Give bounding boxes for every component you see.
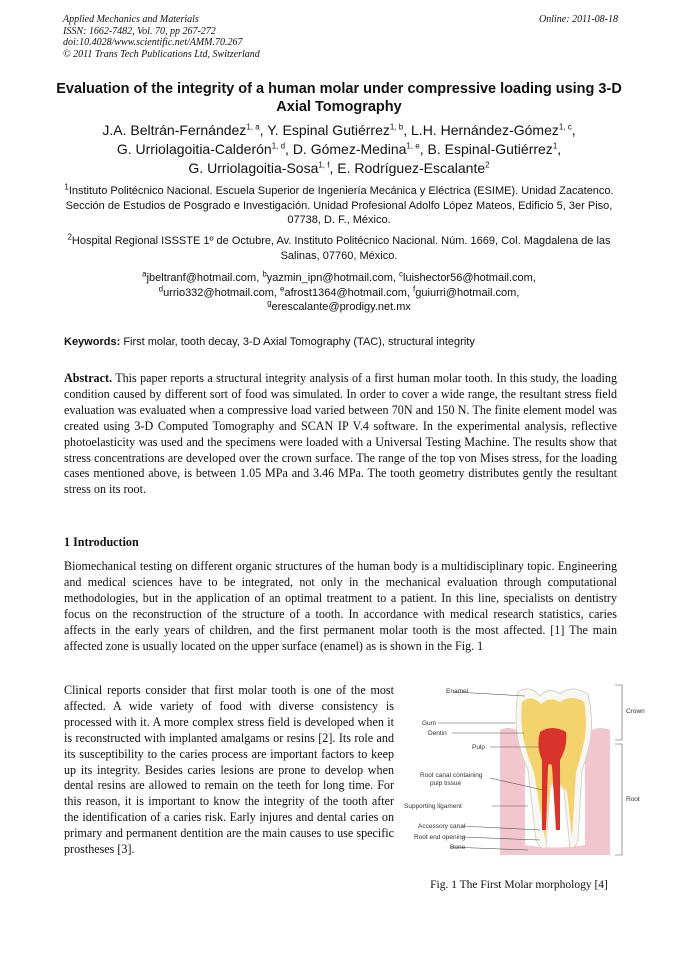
label-pulp: Pulp bbox=[472, 744, 486, 751]
label-crown: Crown bbox=[626, 708, 645, 715]
email[interactable]: jbeltranf@hotmail.com bbox=[146, 272, 257, 284]
journal-header bbox=[63, 14, 618, 60]
author-list: J.A. Beltrán-Fernández$^{1, a}$, Y. Espinal Gutiérrez$^{1, b}$, L.H. Hernández-Gómez$^{1, c}$, G. Urriolagoitia-Calderón$^{1, d}$, D. Gómez-Medina$^{1, e}$, B. Espinal-Gutiérrez$^1$, G. Urriolagoitia-Sosa$^{1, f}$, E. Rodríguez-Escalante$^2$ bbox=[102, 122, 576, 176]
intro-paragraph-2: Clinical reports consider that first molar tooth is one of the most affected. A wide variety of food with diverse consistency is processed with it. A more complex stress field is developed when it is reconstructed with implanted amalgams or resins [2]. Its role and its susceptibility to the caries process are important factors to keep up its integrity. Besides caries lesions are prone to develop when dental resins are allowed to remain on the teeth for long time. For this reason, it is important to know the integrity of the tooth after the identification of a caries risk. Early injures and dental caries on primary and permanent dentition are the main causes to use specific prostheses [3]. bbox=[64, 683, 394, 857]
email[interactable]: urrio332@hotmail.com bbox=[163, 286, 274, 299]
label-ligament: Supporting ligament bbox=[404, 803, 462, 810]
keywords bbox=[64, 336, 619, 348]
paper-title: Evaluation of the integrity of a human molar under compressive loading using 3-D Axial Tomography bbox=[56, 81, 622, 115]
keywords-text: First molar, tooth decay, 3-D Axial Tomography (TAC), structural integrity bbox=[123, 336, 475, 348]
figure-caption: Fig. 1 The First Molar morphology [4] bbox=[430, 879, 608, 891]
label-dentin: Dentin bbox=[428, 730, 447, 737]
journal-name: Applied Mechanics and Materials bbox=[63, 14, 199, 25]
molar-diagram bbox=[400, 680, 650, 860]
affiliation-1: $^1$Instituto Politécnico Nacional. Escuela Superior de Ingeniería Mecánica y Eléctrica (ESIME). Unidad Zacatenco. Sección de Estudios de Posgrado e Investigación. Unidad Profesional Adolfo López Mateos, Edificio 5, 3er Piso, 07738, D. F., México. bbox=[64, 182, 614, 226]
label-gum: Gum bbox=[422, 720, 437, 727]
email[interactable]: guiurri@hotmail.com bbox=[415, 286, 517, 299]
author: L.H. Hernández-Gómez$^{1, c}$ bbox=[411, 122, 572, 138]
email[interactable]: afrost1364@hotmail.com bbox=[284, 286, 407, 299]
label-root: Root bbox=[626, 796, 640, 803]
abstract-text: This paper reports a structural integrity analysis of a first human molar tooth. In this study, the loading condition caused by different sort of food was simulated. In order to cover a wide range, the resultant stress field evaluation was evaluated when a compressive load varied between 70N and 150 N. The finite element model was created using 3-D Computed Tomography and SCAN IP V.4 software. In the experimental analysis, reflective photoelasticity was used and the specimens were loaded with a Universal Testing Machine. The results show that stress concentrations are developed over the crown surface. The range of the top von Mises stress, for the loading cases mentioned above, is between 1.05 MPa and 3.46 MPa. The tooth geometry distributes gently the resultant stress on its root. bbox=[64, 371, 617, 497]
label-enamel: Enamel bbox=[446, 688, 469, 695]
author: Y. Espinal Gutiérrez$^{1, b}$ bbox=[267, 122, 404, 138]
abstract bbox=[64, 371, 617, 498]
author: G. Urriolagoitia-Calderón$^{1, d}$ bbox=[116, 141, 286, 157]
intro-paragraph-1: Biomechanical testing on different organic structures of the human body is a multidisciplinary topic. Engineering and medical sciences have to be integrated, not only in the mechanical evaluation through computational methodologies, but in the application of an optimal treatment to a patient. In this line, specialists on dentistry focus on the reconstruction of the structure of a tooth. In accordance with medical research statistics, caries affects in the early years of children, and the first permanent molar tooth is the most affected. [1] The main affected zone is usually located on the upper surface (enamel) as is shown in the Fig. 1 bbox=[64, 559, 617, 653]
author: G. Urriolagoitia-Sosa$^{1, f}$ bbox=[188, 160, 330, 176]
email[interactable]: erescalante@prodigy.net.mx bbox=[271, 301, 411, 313]
email[interactable]: luishector56@hotmail.com bbox=[403, 272, 533, 284]
label-pulp-tissue: pulp tissue bbox=[430, 780, 462, 787]
journal-copyright: © 2011 Trans Tech Publications Ltd, Switzerland bbox=[63, 48, 260, 60]
label-accessory-canal: Accessory canal bbox=[418, 823, 466, 830]
label-root-end: Root end opening bbox=[414, 834, 466, 841]
label-bone: Bone bbox=[450, 844, 466, 851]
author: D. Gómez-Medina$^{1, e}$ bbox=[292, 141, 420, 157]
author: J.A. Beltrán-Fernández$^{1, a}$ bbox=[102, 122, 260, 138]
affiliation-2: $^2$Hospital Regional ISSSTE 1º de Octubre, Av. Instituto Politécnico Nacional. Núm. 1669, Col. Magdalena de las Salinas, 07760, México. bbox=[67, 232, 611, 262]
keywords-label: Keywords: bbox=[64, 336, 121, 348]
journal-doi: doi:10.4028/www.scientific.net/AMM.70.267 bbox=[63, 37, 243, 48]
abstract-label: Abstract. bbox=[64, 371, 113, 385]
author: B. Espinal-Gutiérrez$^1$ bbox=[427, 141, 558, 157]
section-heading: 1 Introduction bbox=[64, 535, 139, 549]
email-list: $^a$jbeltranf@hotmail.com, $^b$yazmin_ipn@hotmail.com, $^c$luishector56@hotmail.com, $^d$urrio332@hotmail.com, $^e$afrost1364@hotmail.com, $^f$guiurri@hotmail.com, $^g$erescalante@prodigy.net.mx bbox=[142, 269, 536, 313]
author: E. Rodríguez-Escalante$^2$ bbox=[337, 160, 490, 176]
label-root-canal: Root canal containing bbox=[420, 772, 483, 779]
online-date: Online: 2011-08-18 bbox=[539, 14, 618, 25]
journal-issn: ISSN: 1662-7482, Vol. 70, pp 267-272 bbox=[63, 25, 216, 37]
email[interactable]: yazmin_ipn@hotmail.com bbox=[266, 272, 393, 284]
molar-figure bbox=[400, 680, 650, 860]
